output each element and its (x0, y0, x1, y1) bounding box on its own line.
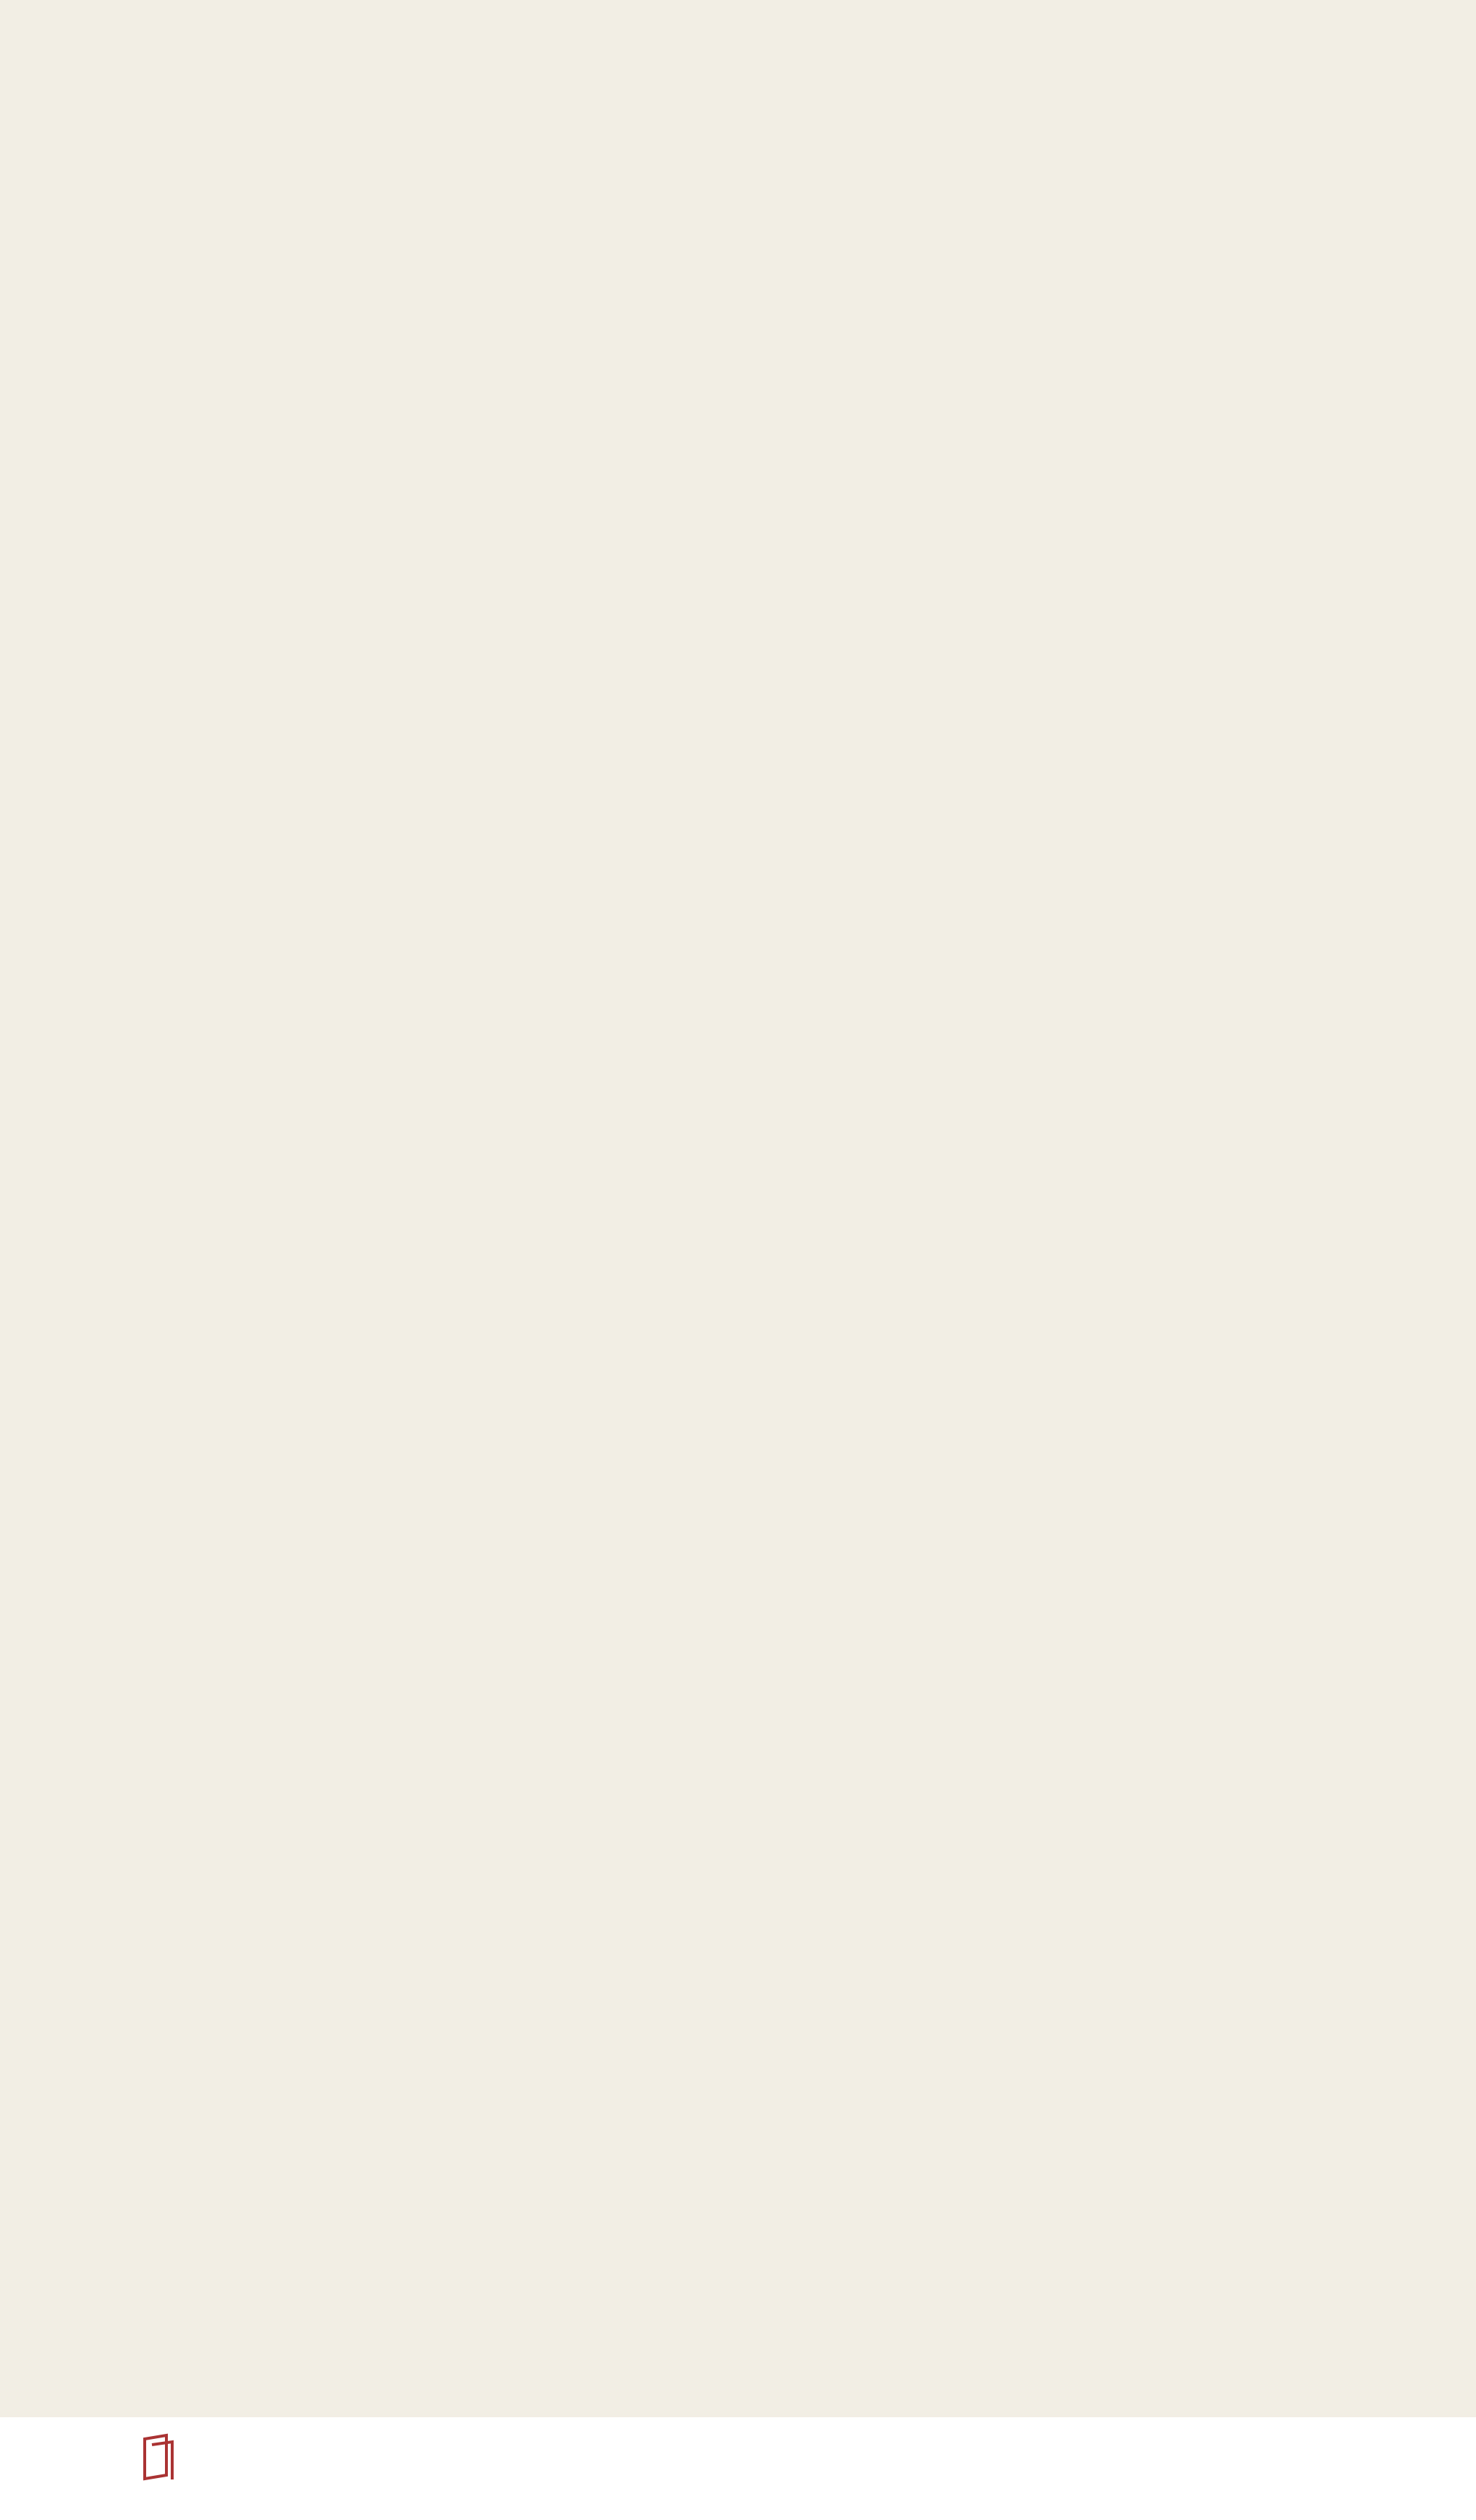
university-emblem-icon (137, 2432, 181, 2482)
footer (0, 2417, 1476, 2520)
